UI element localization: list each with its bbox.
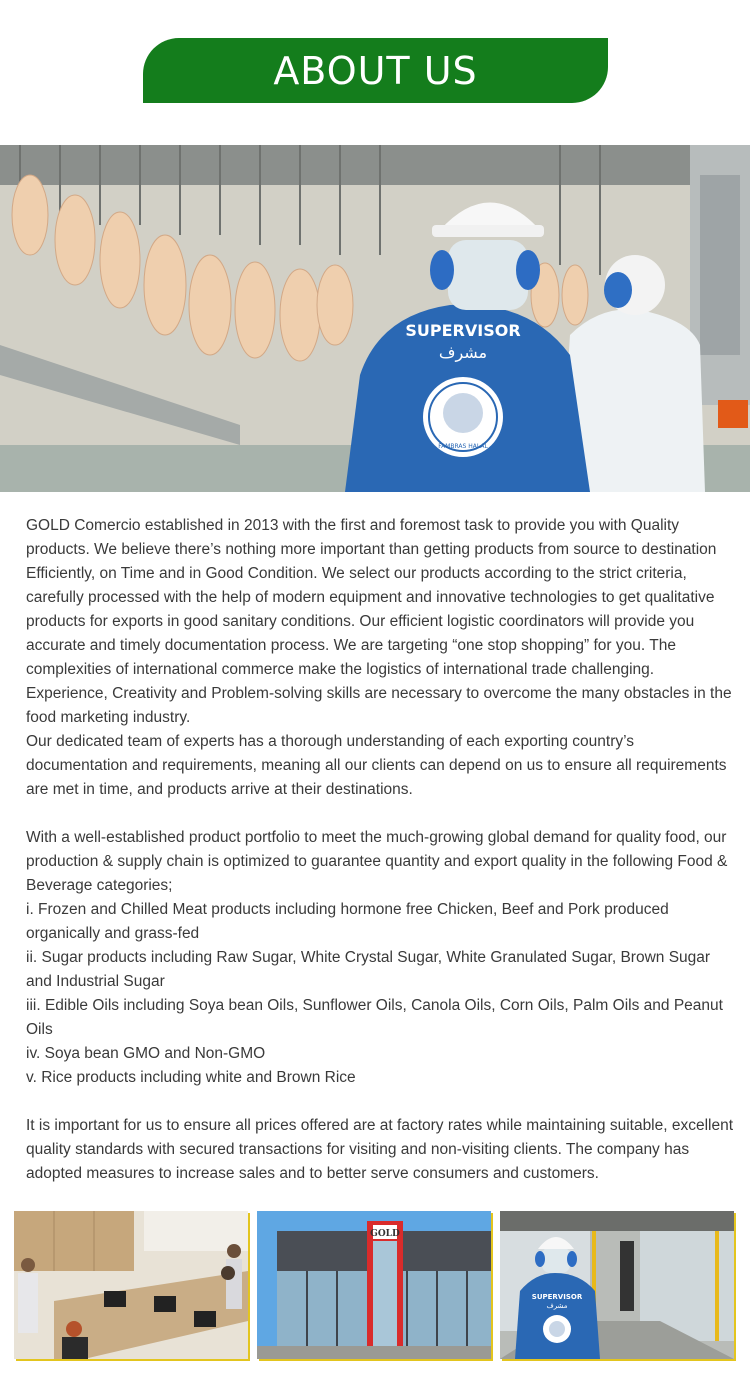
jacket-arabic-text: مشرف (438, 343, 488, 362)
pricing-paragraph: It is important for us to ensure all prices offered are at factory rates while maintaining suitable, excellent quality standards with secured transactions for visiting and non-visiting clients. The company has adopted measures to increase sales and to better serve consumers and customers. (26, 1117, 734, 1182)
about-us-banner (143, 38, 608, 103)
jacket-text: SUPERVISOR (405, 321, 521, 340)
page-title: ABOUT US (273, 48, 478, 93)
jacket-text-small: SUPERVISOR (531, 1293, 583, 1301)
portfolio-paragraph: With a well-established product portfolio to meet the much-growing global demand for quality food, our production & supply chain is optimized to guarantee quantity and export quality in the following Food & Beverage categories; (26, 829, 728, 894)
photo-gallery (14, 1211, 736, 1359)
building-sign-text: GOLD (370, 1229, 400, 1239)
building-illustration (257, 1211, 491, 1359)
warehouse-supervisor-photo (500, 1211, 734, 1359)
category-item: v. Rice products including white and Brown Rice (26, 1069, 356, 1086)
category-item: iv. Soya bean GMO and Non-GMO (26, 1045, 266, 1062)
office-illustration (14, 1211, 248, 1359)
office-team-photo (14, 1211, 248, 1359)
gold-building-photo (257, 1211, 491, 1359)
category-item: iii. Edible Oils including Soya bean Oils, Sunflower Oils, Canola Oils, Corn Oils, Palm Oils and Peanut Oils (26, 997, 723, 1038)
warehouse-illustration (500, 1211, 734, 1359)
hero-image-poultry-line (0, 145, 750, 492)
jacket-arabic-text-small: مشرف (546, 1302, 568, 1310)
intro-paragraph: GOLD Comercio established in 2013 with the first and foremost task to provide you with Quality products. We believe there’s nothing more important than getting products from source to destination Efficiently, on Time and in Good Condition. We select our products according to the strict criteria, carefully processed with the help of modern equipment and innovative technologies to get qualitative products for exports in good sanitary conditions. Our efficient logistic coordinators will provide you accurate and timely documentation process. We are targeting “one stop shopping” for you. The complexities of international commerce make the logistics of international trade challenging. Experience, Creativity and Problem-solving skills are necessary to overcome the many obstacles in the food marketing industry. (26, 517, 732, 726)
paragraph-gap (26, 1090, 738, 1114)
about-text (26, 514, 738, 1186)
paragraph-gap (26, 802, 738, 826)
category-item: ii. Sugar products including Raw Sugar, White Crystal Sugar, White Granulated Sugar, Brown Sugar and Industrial Sugar (26, 949, 711, 990)
halal-seal-text: FAMBRAS HALAL (438, 443, 488, 450)
team-paragraph: Our dedicated team of experts has a thorough understanding of each exporting country’s documentation and requirements, meaning all our clients can depend on us to ensure all requirements are met in time, and products arrive at their destinations. (26, 733, 727, 798)
category-item: i. Frozen and Chilled Meat products including hormone free Chicken, Beef and Pork produced organically and grass-fed (26, 901, 669, 942)
hero-illustration (0, 145, 750, 492)
